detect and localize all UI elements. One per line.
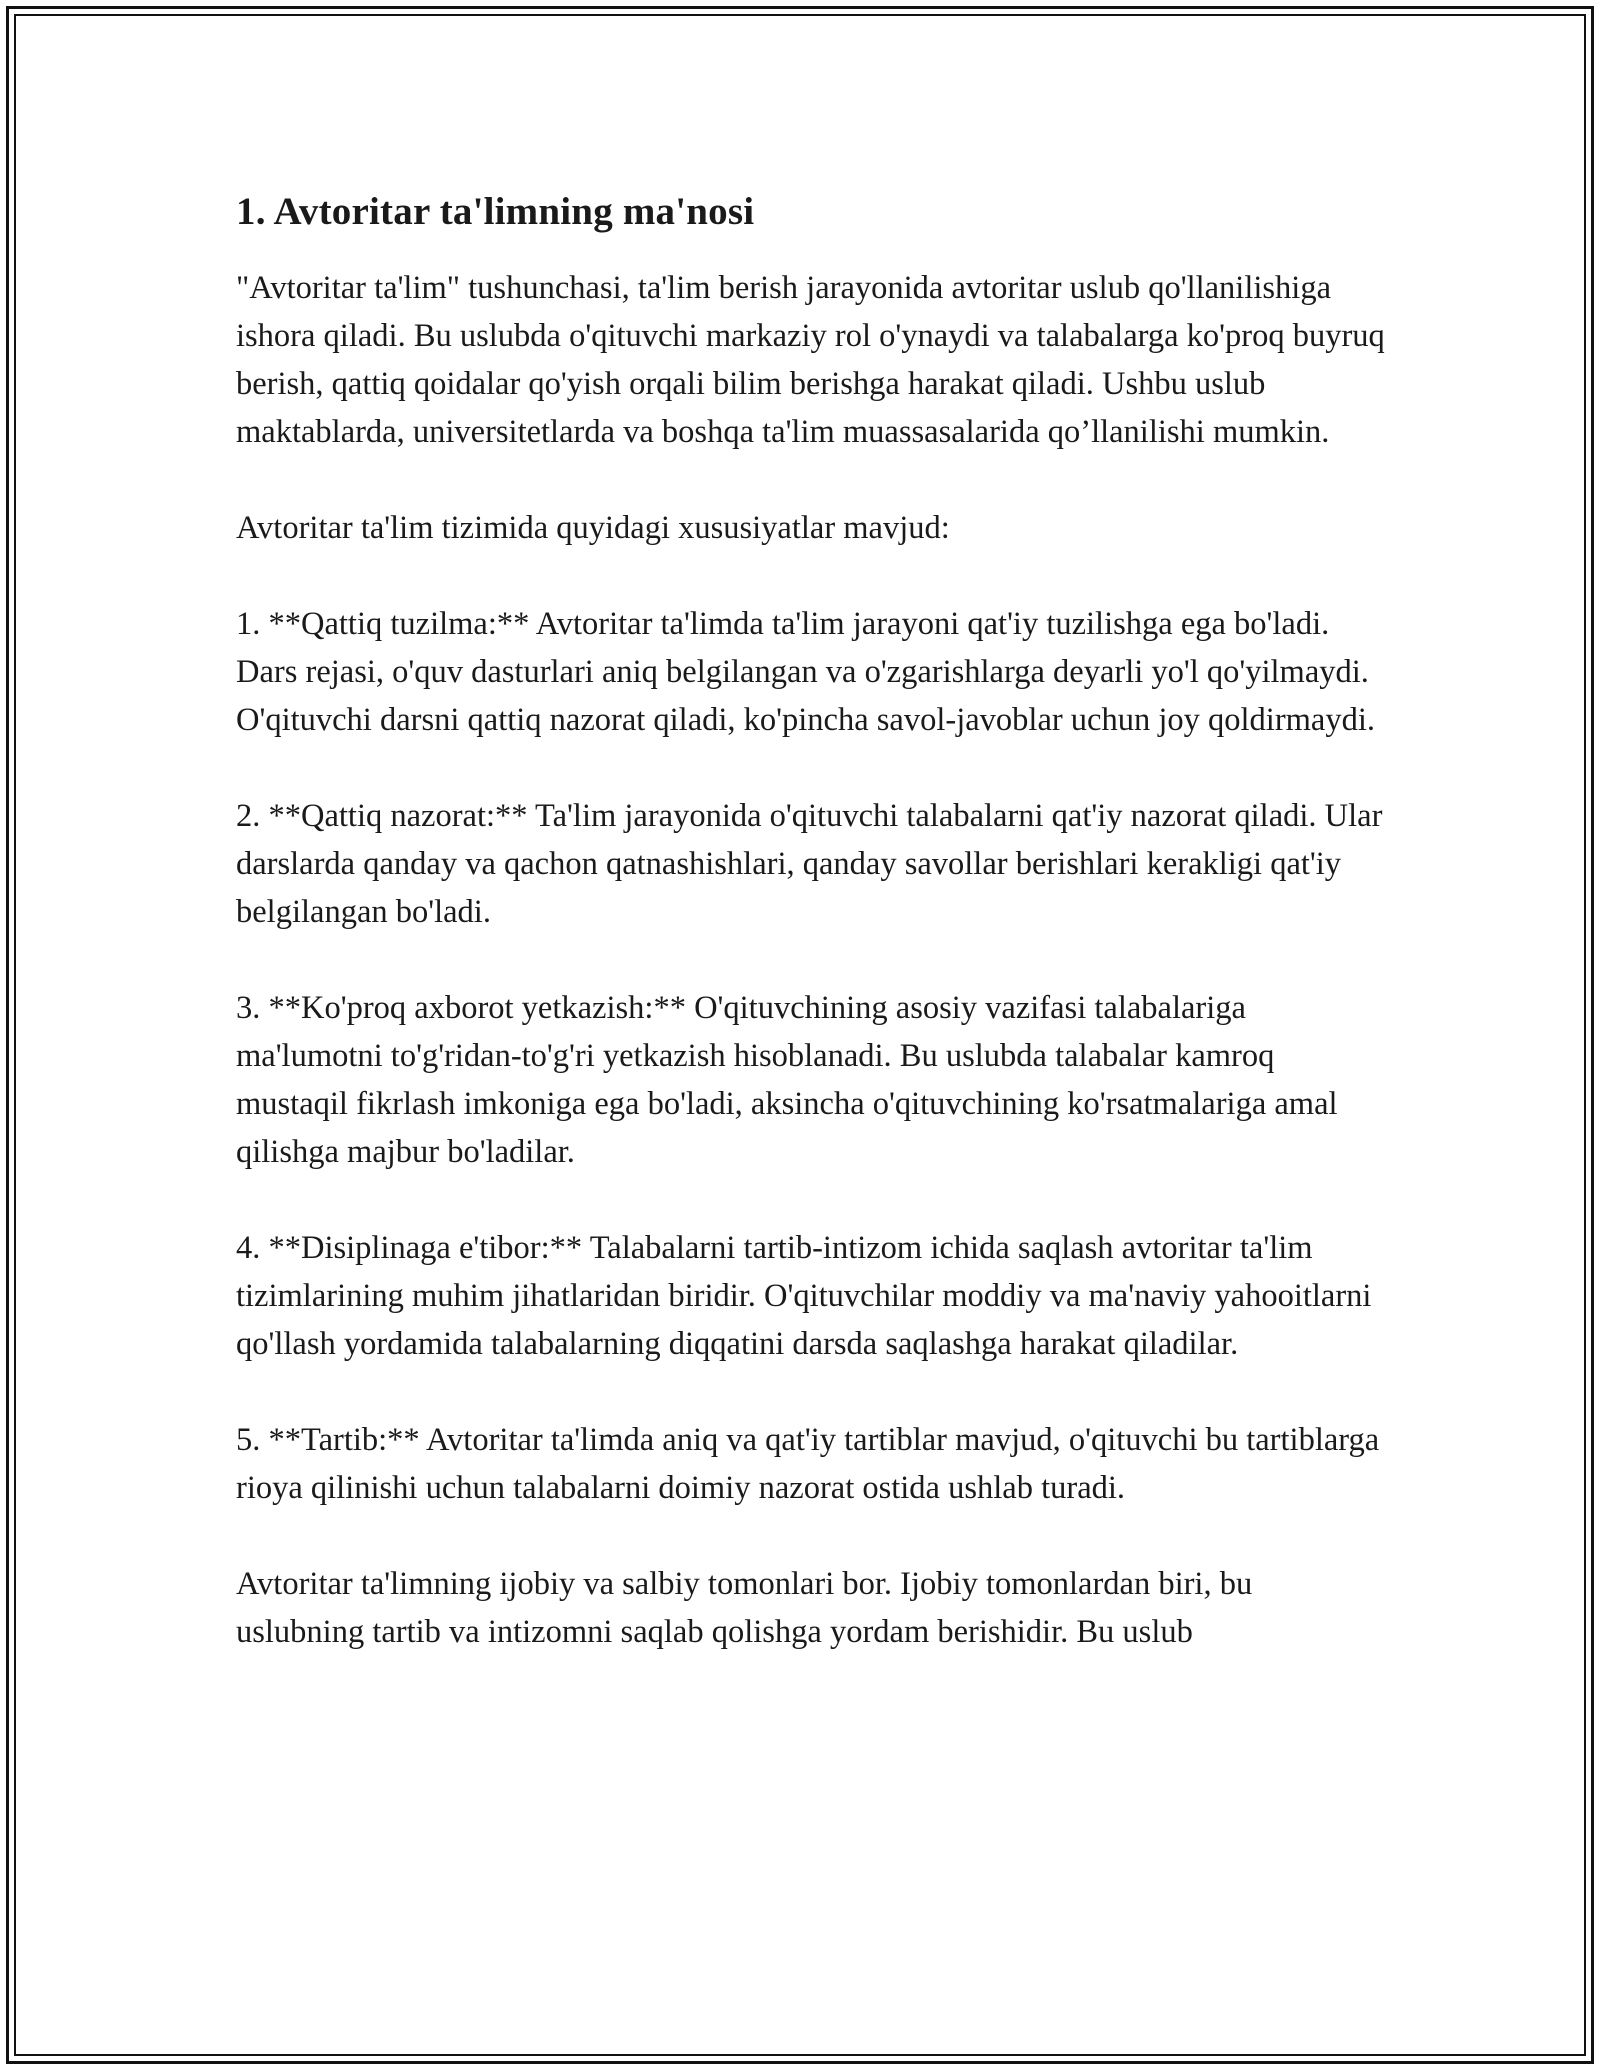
features-lead-paragraph: Avtoritar ta'lim tizimida quyidagi xususiyatlar mavjud:	[236, 510, 950, 546]
intro-paragraph: "Avtoritar ta'lim" tushunchasi, ta'lim berish jarayonida avtoritar uslub qo'llanilishiga ishora qiladi. Bu uslubda o'qituvchi markaziy rol o'ynaydi va talabalarga ko'proq buyruq berish, qattiq qoidalar qo'yish orqali bilim berishga harakat qiladi. Ushbu uslub maktablarda, universitetlarda va boshqa ta'lim muassasalarida qo’llanilishi mumkin.	[236, 270, 1385, 450]
pros-cons-paragraph: Avtoritar ta'limning ijobiy va salbiy tomonlari bor. Ijobiy tomonlardan biri, bu uslubning tartib va intizomni saqlab qolishga yordam berishidir. Bu uslub	[236, 1566, 1253, 1650]
section-heading: 1. Avtoritar ta'limning ma'nosi	[236, 190, 755, 233]
feature-item-order: 5. **Tartib:** Avtoritar ta'limda aniq va qat'iy tartiblar mavjud, o'qituvchi bu tartiblarga rioya qilinishi uchun talabalarni doimiy nazorat ostida ushlab turadi.	[236, 1422, 1380, 1506]
feature-item-discipline: 4. **Disiplinaga e'tibor:** Talabalarni tartib-intizom ichida saqlash avtoritar ta'lim tizimlarining muhim jihatlaridan biridir. O'qituvchilar moddiy va ma'naviy yahooitlarni qo'llash yordamida talabalarning diqqatini darsda saqlashga harakat qiladilar.	[236, 1230, 1372, 1362]
feature-item-strict-structure: 1. **Qattiq tuzilma:** Avtoritar ta'limda ta'lim jarayoni qat'iy tuzilishga ega bo'ladi. Dars rejasi, o'quv dasturlari aniq belgilangan va o'zgarishlarga deyarli yo'l qo'yilmaydi. O'qituvchi darsni qattiq nazorat qiladi, ko'pincha savol-javoblar uchun joy qoldirmaydi.	[236, 606, 1376, 738]
feature-item-strict-control: 2. **Qattiq nazorat:** Ta'lim jarayonida o'qituvchi talabalarni qat'iy nazorat qiladi. Ular darslarda qanday va qachon qatnashishlari, qanday savollar berishlari kerakligi qat'iy belgilangan bo'ladi.	[236, 798, 1383, 930]
document-body	[236, 186, 1386, 1704]
feature-item-information-delivery: 3. **Ko'proq axborot yetkazish:** O'qituvchining asosiy vazifasi talabalariga ma'lumotni to'g'ridan-to'g'ri yetkazish hisoblanadi. Bu uslubda talabalar kamroq mustaqil fikrlash imkoniga ega bo'ladi, aksincha o'qituvchining ko'rsatmalariga amal qilishga majbur bo'ladilar.	[236, 990, 1338, 1170]
